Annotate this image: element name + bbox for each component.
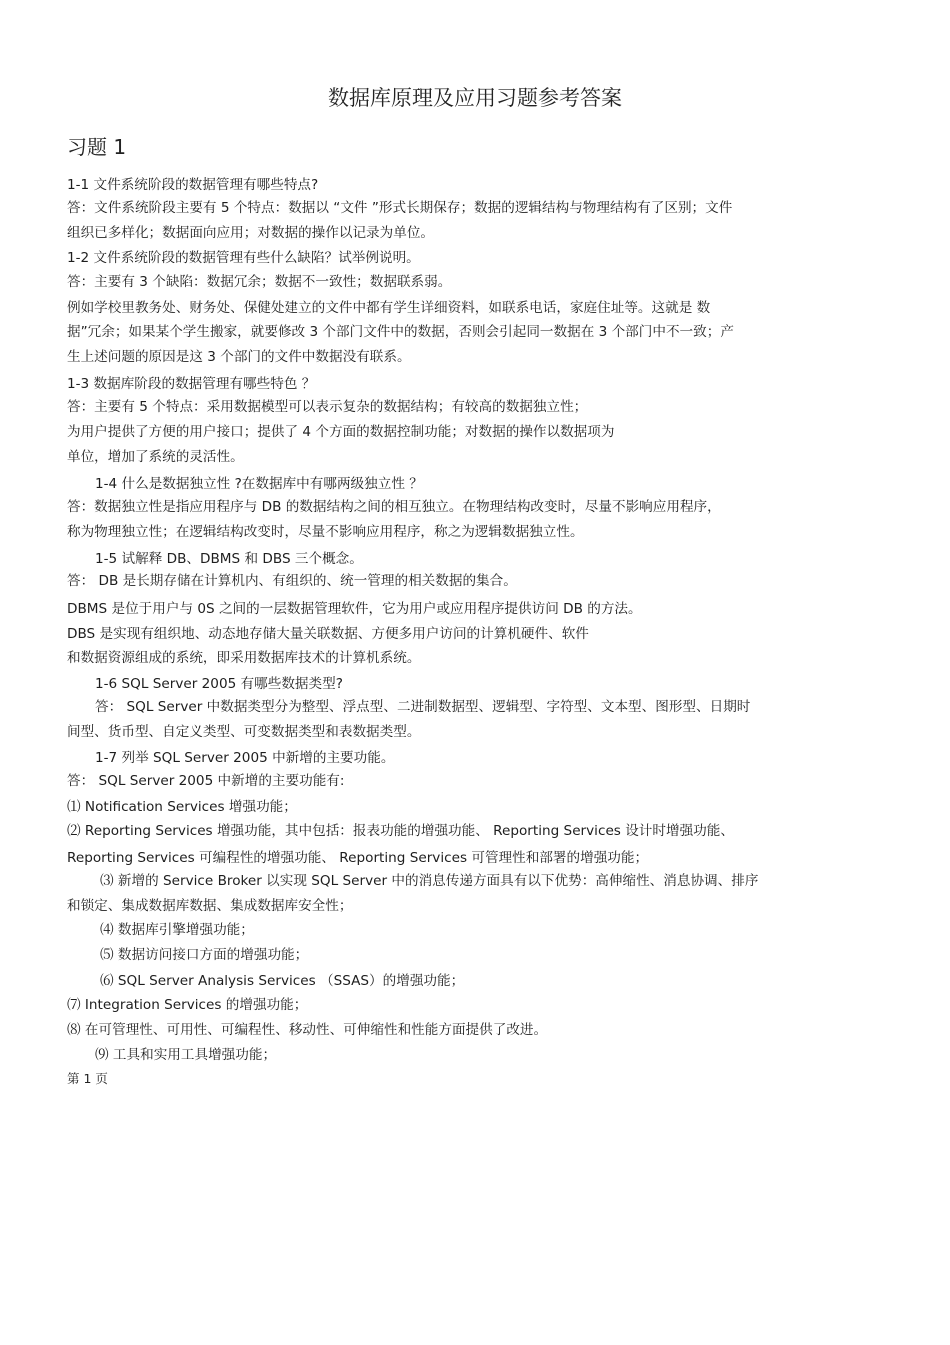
question-1-7: 1-7 列举 SQL Server 2005 中新增的主要功能。 [95,750,395,766]
answer-line: 间型、货币型、自定义类型、可变数据类型和表数据类型。 [67,724,421,740]
question-1-6: 1-6 SQL Server 2005 有哪些数据类型? [95,676,343,692]
answer-line: 单位，增加了系统的灵活性。 [67,449,244,465]
answer-line: 答： DB 是长期存储在计算机内、有组织的、统一管理的相关数据的集合。 [67,573,517,589]
list-item-continued: Reporting Services 可编程性的增强功能、 Reporting Services 可管理性和部署的增强功能； [67,850,649,866]
answer-line: 称为物理独立性；在逻辑结构改变时，尽量不影响应用程序，称之为逻辑数据独立性。 [67,524,584,540]
list-item: ⑴ Notification Services 增强功能； [67,799,297,815]
list-item-continued: 和锁定、集成数据库数据、集成数据库安全性； [67,898,353,914]
answer-line: 组织已多样化；数据面向应用；对数据的操作以记录为单位。 [67,225,435,241]
question-1-1: 1-1 文件系统阶段的数据管理有哪些特点? [67,177,319,193]
list-item: ⑷ 数据库引擎增强功能； [100,922,254,938]
list-item: ⑵ Reporting Services 增强功能，其中包括：报表功能的增强功能、 Reporting Services 设计时增强功能、 [67,823,734,839]
answer-line: 据”冗余；如果某个学生搬家，就要修改 3 个部门文件中的数据，否则会引起同一数据在 3 个部门中不一致；产 [67,324,734,340]
list-item: ⑹ SQL Server Analysis Services （SSAS）的增强功能； [100,973,465,989]
answer-line: 答：文件系统阶段主要有 5 个特点：数据以 “文件 ”形式长期保存；数据的逻辑结构与物理结构有了区别；文件 [67,200,733,216]
list-item: ⑸ 数据访问接口方面的增强功能； [100,947,309,963]
list-item: ⑼ 工具和实用工具增强功能； [95,1047,277,1063]
question-1-4: 1-4 什么是数据独立性 ?在数据库中有哪两级独立性 ？ [95,476,423,492]
answer-line: 答： SQL Server 中数据类型分为整型、浮点型、二进制数据型、逻辑型、字符型、文本型、图形型、日期时 [95,699,751,715]
page-title: 数据库原理及应用习题参考答案 [328,86,622,110]
answer-line: 和数据资源组成的系统，即采用数据库技术的计算机系统。 [67,650,421,666]
answer-line: 生上述问题的原因是这 3 个部门的文件中数据没有联系。 [67,349,411,365]
answer-line: 为用户提供了方便的用户接口；提供了 4 个方面的数据控制功能；对数据的操作以数据项为 [67,424,615,440]
question-1-2: 1-2 文件系统阶段的数据管理有些什么缺陷？试举例说明。 [67,250,420,266]
question-1-5: 1-5 试解释 DB、DBMS 和 DBS 三个概念。 [95,551,363,567]
answer-line: 例如学校里教务处、财务处、保健处建立的文件中都有学生详细资料，如联系电话，家庭住址等。这就是 数 [67,300,711,316]
answer-line: 答：主要有 3 个缺陷：数据冗余；数据不一致性；数据联系弱。 [67,274,452,290]
answer-line: 答：主要有 5 个特点：采用数据模型可以表示复杂的数据结构；有较高的数据独立性； [67,399,588,415]
section-heading: 习题 1 [67,135,127,159]
list-item: ⑶ 新增的 Service Broker 以实现 SQL Server 中的消息传递方面具有以下优势：高伸缩性、消息协调、排序 [100,873,759,889]
question-1-3: 1-3 数据库阶段的数据管理有哪些特色 ？ [67,376,316,392]
answer-line: DBS 是实现有组织地、动态地存储大量关联数据、方便多用户访问的计算机硬件、软件 [67,626,589,642]
answer-line: DBMS 是位于用户与 0S 之间的一层数据管理软件，它为用户或应用程序提供访问 DB 的方法。 [67,601,642,617]
page-number: 第 1 页 [67,1071,108,1086]
list-item: ⑺ Integration Services 的增强功能； [67,997,308,1013]
answer-line: 答： SQL Server 2005 中新增的主要功能有: [67,773,345,789]
answer-line: 答：数据独立性是指应用程序与 DB 的数据结构之间的相互独立。在物理结构改变时，尽量不影响应用程序， [67,499,721,515]
list-item: ⑻ 在可管理性、可用性、可编程性、移动性、可伸缩性和性能方面提供了改进。 [67,1022,548,1038]
